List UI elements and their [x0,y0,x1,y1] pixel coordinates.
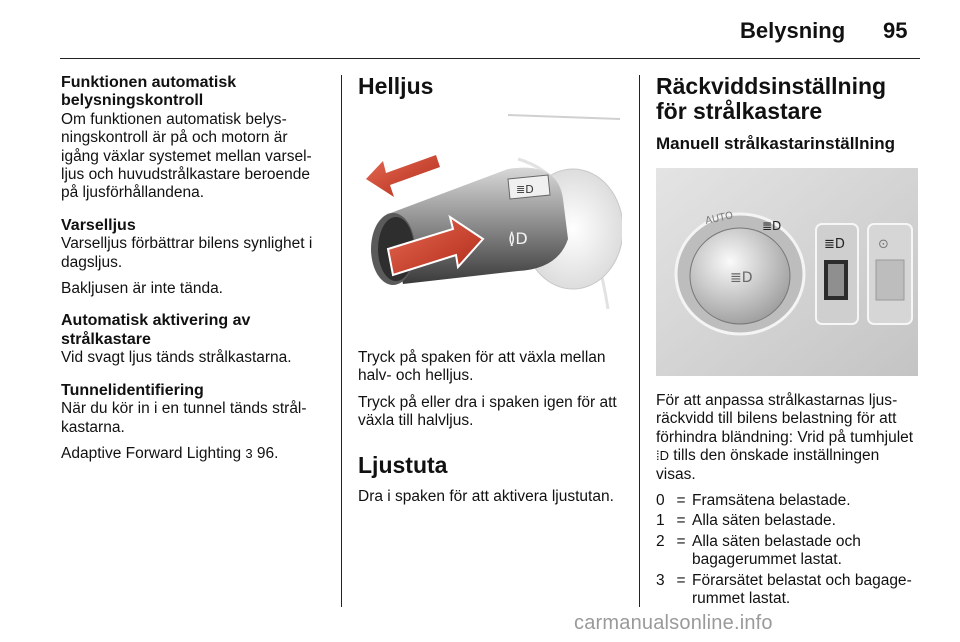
paragraph-varselljus: Varselljus förbättrar bilens synlighet i dagsljus. [61,235,313,271]
column-divider-1 [341,75,342,607]
range-text-before: För att anpassa strålkastarnas ljusräckvidd till bilens belastning för att förhindra bländning: Vrid på tumhjulet [656,392,914,446]
afl-page-ref[interactable]: 96. [252,444,279,462]
control-panel-svg [656,168,918,376]
list-item-equals: = [676,492,686,510]
range-text-after: tills den önskade inställningen visas. [656,447,880,483]
column-1 [61,74,329,471]
svg-text:≣D: ≣D [730,270,753,286]
svg-text:≣D: ≣D [824,237,845,252]
subheading-tunnel: Tunnelidentifiering [61,381,204,399]
load-settings-list [656,492,920,608]
high-beam-lever-illustration [358,109,622,331]
subheading-auto-activation: Automatisk aktivering av strålkastare [61,312,251,348]
paragraph-tunnel: När du kör in i en tunnel tänds strålkastarna. [61,400,307,436]
list-item-text: Förarsätet belastat och bagagerummet lastat. [692,571,912,608]
list-item [656,512,920,530]
paragraph-helljus-2: Tryck på eller dra i spaken igen för att växla till halvljus. [358,393,617,430]
list-item-text: Alla säten belastade. [692,512,836,530]
headlight-range-control-illustration [656,168,918,376]
column-2 [358,74,630,514]
lever-svg [358,109,622,331]
column-divider-2 [639,75,640,607]
section-heading-range-adjustment: Räckviddsinställning för strålkastare [656,73,887,124]
headlight-range-icon: ⁞D [656,448,669,464]
list-item-text: Framsätena belastade. [692,492,851,510]
list-item [656,533,920,570]
section-heading-auto-light: Funktionen automatisk belysningskontroll [61,74,237,110]
section-heading-ljustuta: Ljustuta [358,451,448,478]
running-header-title: Belysning [740,18,846,43]
paragraph-afl [61,445,329,463]
list-item-number: 2 [656,532,665,550]
column-3 [656,74,920,610]
svg-text:≣D: ≣D [762,219,782,233]
list-item-equals: = [676,532,686,550]
svg-text:≣D: ≣D [516,183,534,196]
list-item-number: 3 [656,571,665,589]
list-item [656,492,920,510]
list-item-number: 0 [656,492,665,510]
watermark: carmanualsonline.info [574,612,773,634]
section-heading-helljus: Helljus [358,73,434,99]
auto-marking: AUTO [704,210,735,227]
svg-text:≬D: ≬D [508,229,528,248]
page-number: 95 [883,18,908,43]
paragraph-auto-light-intro: Om funktionen automatisk belysningskontroll är på och motorn är igång växlar systemet mellan varselljus och huvudstrålkastare beroende på ljusförhållandena. [61,110,312,202]
afl-label: Adaptive Forward Lighting [61,444,242,462]
list-item [656,572,920,609]
paragraph-range-instructions [656,392,920,484]
page-reference-arrow-icon: 3 [245,445,253,461]
subheading-manual-adjustment: Manuell strålkastarinställning [656,134,896,153]
list-item-number: 1 [656,512,665,530]
paragraph-ljustuta: Dra i spaken för att aktivera ljustutan. [358,487,614,505]
header-divider [60,58,920,59]
paragraph-helljus-1: Tryck på spaken för att växla mellan halv- och helljus. [358,349,606,385]
subheading-varselljus: Varselljus [61,216,136,234]
list-item-text: Alla säten belastade och bagagerummet lastat. [692,532,861,569]
paragraph-auto-activation: Vid svagt ljus tänds strålkastarna. [61,349,292,367]
list-item-equals: = [676,512,686,530]
paragraph-bakljus: Bakljusen är inte tända. [61,280,223,298]
list-item-equals: = [676,571,686,589]
svg-text:⊙: ⊙ [878,237,889,252]
